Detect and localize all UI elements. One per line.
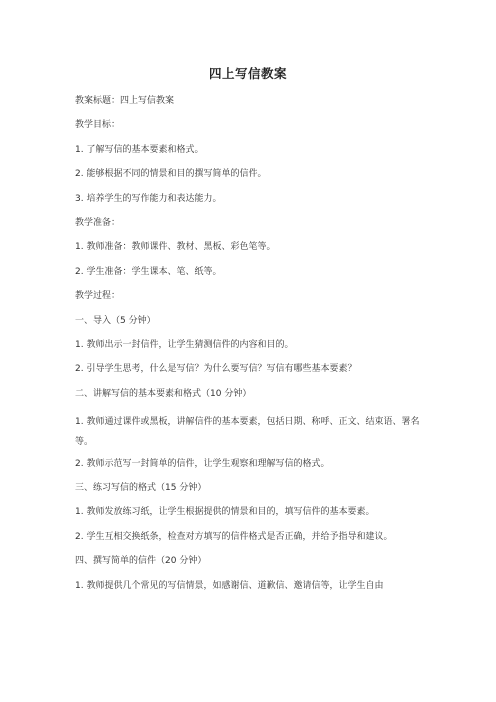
section-heading: 四、撰写简单的信件（20 分钟） — [75, 556, 207, 567]
section-heading: 二、讲解写信的基本要素和格式（10 分钟） — [75, 388, 252, 399]
step-item: 1. 教师出示一封信件，让学生猜测信件的内容和目的。 — [75, 339, 294, 350]
objective-item: 1. 了解写信的基本要素和格式。 — [75, 144, 204, 155]
step-item: 2. 教师示范写一封简单的信件，让学生观察和理解写信的格式。 — [75, 458, 330, 469]
preparation-item: 2. 学生准备：学生课本、笔、纸等。 — [75, 266, 222, 277]
document-body — [75, 95, 437, 604]
process-heading: 教学过程： — [75, 291, 121, 302]
step-item: 1. 教师发放练习纸，让学生根据提供的情景和目的，填写信件的基本要素。 — [75, 507, 375, 518]
objectives-heading: 教学目标： — [75, 120, 121, 131]
preparation-heading: 教学准备： — [75, 217, 121, 228]
objective-item: 3. 培养学生的写作能力和表达能力。 — [75, 193, 222, 204]
step-item: 2. 学生互相交换纸条，检查对方填写的信件格式是否正确，并给予指导和建议。 — [75, 531, 393, 542]
section-heading: 一、导入（5 分钟） — [75, 315, 156, 326]
preparation-item: 1. 教师准备：教师课件、教材、黑板、彩色笔等。 — [75, 242, 276, 253]
step-item: 1. 教师通过课件或黑板，讲解信件的基本要素，包括日期、称呼、正文、结束语、署名等。 — [75, 417, 420, 448]
step-item: 1. 教师提供几个常见的写信情景，如感谢信、道歉信、邀请信等，让学生自由 — [75, 580, 384, 591]
lesson-title-line: 教案标题：四上写信教案 — [75, 96, 175, 106]
section-heading: 三、练习写信的格式（15 分钟） — [75, 482, 207, 493]
objective-item: 2. 能够根据不同的情景和目的撰写简单的信件。 — [75, 169, 267, 180]
step-item: 2. 引导学生思考，什么是写信？为什么要写信？写信有哪些基本要素？ — [75, 364, 357, 375]
document-title: 四上写信教案 — [208, 66, 287, 81]
